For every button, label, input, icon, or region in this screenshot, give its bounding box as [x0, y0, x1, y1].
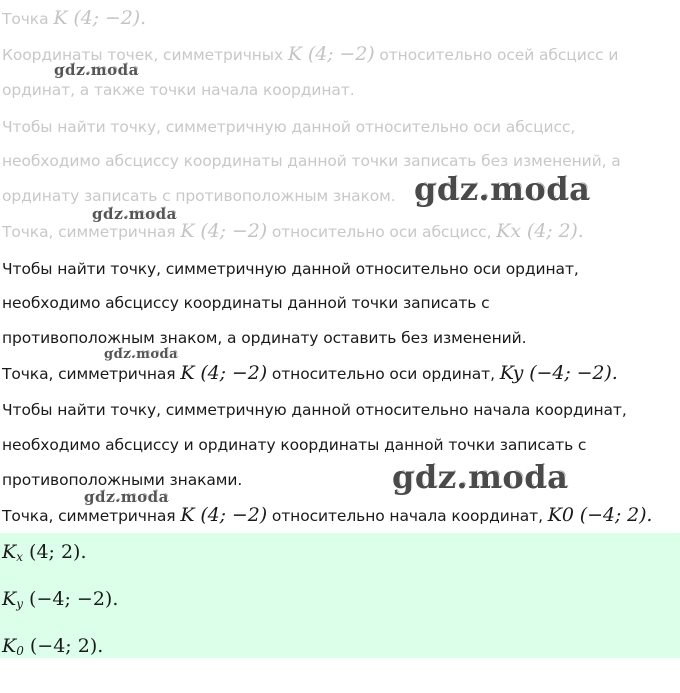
answer-sub: y [16, 597, 23, 611]
faded-text: Координаты точек, симметричных [2, 46, 284, 64]
math-point: K (4; −2) [287, 43, 375, 65]
faded-text: Точка, симметричная [2, 223, 176, 241]
answer-ky [2, 588, 118, 610]
answer-sub: 0 [16, 644, 24, 658]
answer-k0 [2, 635, 103, 657]
y-line-2: необходимо абсциссу координаты данной точки записать с [2, 294, 490, 312]
watermark-logo: gdz.moda [104, 347, 179, 362]
watermark-logo: gdz.moda [414, 170, 591, 208]
math-result: Kx (4; 2). [496, 220, 584, 242]
math-point: K (4; −2) [180, 220, 268, 242]
answer-sub: x [16, 550, 23, 564]
answer-var: K [2, 588, 17, 610]
watermark-logo: gdz.moda [84, 488, 169, 506]
y-line-1: Чтобы найти точку, симметричную данной относительно оси ординат, [2, 260, 579, 278]
answer-var: K [2, 541, 17, 563]
math-point: K (4; −2) [180, 362, 268, 384]
math-point: K (4; −2). [53, 7, 146, 29]
faded-line-1 [2, 8, 146, 29]
o-line-1: Чтобы найти точку, симметричную данной относительно начала координат, [2, 401, 627, 419]
math-point: K (4; −2) [180, 504, 268, 526]
text: Точка, симметричная [2, 365, 176, 383]
text: относительно оси ординат, [271, 365, 495, 383]
math-result: Ky (−4; −2). [499, 362, 618, 384]
watermark-logo: gdz.moda [92, 205, 177, 223]
faded-text: относительно оси абсцисс, [271, 223, 492, 241]
answer-box [0, 533, 680, 658]
answer-coords: (−4; −2). [29, 588, 119, 610]
faded-text: Точка [2, 10, 49, 28]
watermark-logo: gdz.moda [54, 61, 139, 79]
watermark-logo: gdz.moda [392, 458, 569, 496]
answer-coords: (4; 2). [29, 541, 87, 563]
faded-line-6: ординату записать с противоположным знаком. [2, 187, 396, 205]
text: Точка, симметричная [2, 507, 176, 525]
answer-kx [2, 541, 87, 563]
answer-var: K [2, 635, 17, 657]
math-result: K0 (−4; 2). [547, 504, 653, 526]
o-line-2: необходимо абсциссу и ординату координаты данной точки записать с [2, 436, 587, 454]
o-line-4 [2, 505, 652, 526]
faded-line-3: ординат, а также точки начала координат. [2, 81, 355, 99]
y-line-3: противоположным знаком, а ординату оставить без изменений. [2, 329, 527, 347]
faded-text: относительно осей абсцисс и [379, 46, 619, 64]
text: относительно начала координат, [271, 507, 543, 525]
faded-line-7 [2, 221, 584, 242]
answer-coords: (−4; 2). [29, 635, 104, 657]
o-line-3: противоположными знаками. [2, 471, 243, 489]
y-line-4 [2, 363, 618, 384]
faded-line-5: необходимо абсциссу координаты данной точки записать без изменений, а [2, 152, 621, 170]
faded-line-4: Чтобы найти точку, симметричную данной относительно оси абсцисс, [2, 118, 576, 136]
